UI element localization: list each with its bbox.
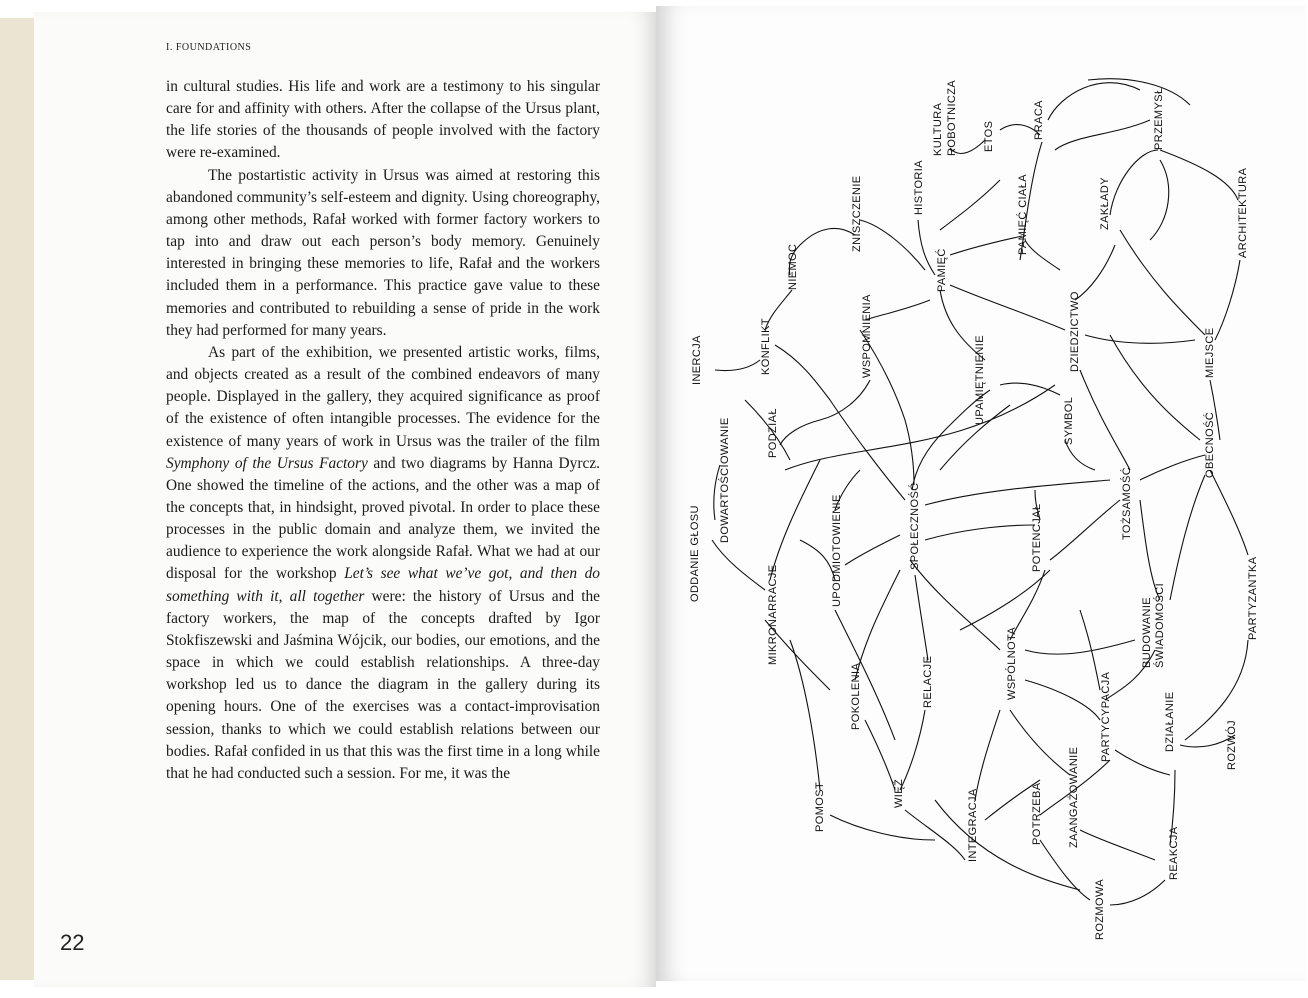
node-upodmiotowienie: UPODMIOTOWIENIE <box>831 494 843 607</box>
edge <box>1055 120 1150 150</box>
node-niemoc: NIEMOC <box>787 243 799 290</box>
edge <box>1120 230 1205 335</box>
paragraph-2: The postartistic activity in Ursus was aimed at restoring this abandoned community’s self-esteem and dignity. Using choreography, among other methods, Rafał worked with former factory workers to tap into and draw out each person’s body memory. Genuinely interested in bringing these memories to life, Rafał and the workers included them in a performance. This practice gave value to these memories and contributed to rebuilding a sense of pride in the work they had performed for many years. <box>166 166 600 339</box>
edge <box>1080 830 1155 860</box>
node-budowanie-line2: ŚWIADOMOŚCI <box>1154 582 1166 668</box>
node-oddanie-glosu: ODDANIE GŁOSU <box>689 505 701 602</box>
node-przemysl: PRZEMYSŁ <box>1153 87 1165 150</box>
node-obecnosc: OBECNOŚĆ <box>1204 411 1216 478</box>
edge <box>1050 500 1120 560</box>
edge <box>845 535 900 565</box>
node-relacje: RELACJE <box>922 655 934 708</box>
edge <box>1110 150 1158 215</box>
node-wspomnienia: WSPOMNIENIA <box>861 294 873 378</box>
node-symbol: SYMBOL <box>1063 396 1075 445</box>
node-zaangazowanie: ZAANGAŻOWANIE <box>1068 746 1080 848</box>
edge <box>1000 383 1060 395</box>
paragraph-3-part-a: As part of the exhibition, we presented artistic works, films, and objects created as a result of the combined endeavors of many people. Displayed in the gallery, they acquired significance as proof of the existence of often intangible processes. The evidence for the existence of many years of work in Ursus was the trailer of the film <box>166 343 600 450</box>
node-pamiec: PAMIĘĆ <box>936 248 948 292</box>
edge <box>915 575 928 660</box>
node-integracja: INTEGRACJA <box>967 788 979 862</box>
edge <box>1140 455 1205 480</box>
node-potrzeba: POTRZEBA <box>1031 782 1043 845</box>
node-wspolnota: WSPÓLNOTA <box>1006 626 1018 700</box>
node-rozmowa: ROZMOWA <box>1094 878 1106 940</box>
edge <box>1010 710 1070 775</box>
edge <box>900 710 925 790</box>
node-historia: HISTORIA <box>913 160 925 215</box>
edge <box>785 385 1055 470</box>
node-podzial: PODZIAŁ <box>767 408 779 458</box>
edge <box>1160 150 1238 200</box>
workshop-title: Let’s see what we’ve got, and then do something with it, all together <box>166 565 601 605</box>
film-title: Symphony of the Ursus Factory <box>166 454 368 472</box>
edge <box>975 710 1000 800</box>
node-pomost: POMOST <box>814 781 826 832</box>
edge <box>1025 680 1100 720</box>
edge <box>1170 475 1205 600</box>
node-potencjal: POTENCJAŁ <box>1031 503 1043 572</box>
node-partyzantka: PARTYZANTKA <box>1247 556 1259 640</box>
edge <box>789 228 855 275</box>
node-dzialanie: DZIAŁANIE <box>1164 691 1176 752</box>
edge <box>865 300 930 320</box>
edge <box>830 815 935 840</box>
edge <box>1075 245 1115 300</box>
edge <box>1185 640 1248 740</box>
concept-map-diagram <box>656 6 1306 981</box>
edge <box>865 720 895 790</box>
edge <box>925 525 1035 540</box>
page-number: 22 <box>60 930 85 955</box>
body-text <box>166 76 600 785</box>
edge <box>800 540 835 580</box>
node-kultura-robotnicza-line1: KULTURA <box>932 102 944 156</box>
node-zniszczenie: ZNISZCZENIE <box>851 175 863 252</box>
edge <box>1025 640 1135 654</box>
paragraph-3-part-b: and two diagrams by Hanna Dyrcz. One showed the timeline of the actions, and the other was a map of the concepts that, in hindsight, proved pivotal. In order to place these processes in the public domain and analyze them, we invited the audience to experience the work alongside Rafał. What we had at our disposal for the workshop <box>166 454 600 583</box>
paragraph-3-part-c: were: the history of Ursus and the factory workers, the map of the concepts drafted by Igor Stokfiszewski and Jaśmina Wójcik, our bodies, our emotions, and the space in which we could establish relationships. A three-day workshop led us to dance the diagram in the gallery during its opening hours. One of the exercises was a contact-improvisation session, thanks to which we could establish relations between our bodies. Rafał confided in us that this was the first time in a long while that he had conducted such a session. For me, it was the <box>166 587 600 782</box>
edge <box>960 570 1050 630</box>
node-dowartosciowanie: DOWARTOŚCIOWANIE <box>719 417 731 543</box>
node-zaklady: ZAKŁADY <box>1099 177 1111 230</box>
node-mikronarracje: MIKRONARRACJE <box>767 564 779 665</box>
edge <box>1080 370 1130 470</box>
node-architektura: ARCHITEKTURA <box>1237 167 1249 258</box>
node-reakcja: REAKCJA <box>1168 826 1180 880</box>
edge <box>1048 83 1140 120</box>
node-kultura-robotnicza-line2: ROBOTNICZA <box>946 79 958 156</box>
node-inercja: INERCJA <box>691 335 703 385</box>
edge <box>1085 335 1195 343</box>
edge <box>1215 260 1240 340</box>
node-pamiec-ciala: PAMIĘĆ CIAŁA <box>1017 173 1029 255</box>
edge <box>790 640 820 790</box>
edge <box>905 810 965 860</box>
edge <box>1115 750 1170 775</box>
diagram-connections <box>712 79 1248 905</box>
edge <box>918 220 935 275</box>
edge <box>780 380 870 445</box>
node-tozsamosc: TOŻSAMOŚĆ <box>1121 466 1133 540</box>
edge <box>715 360 760 371</box>
edge <box>950 285 1065 330</box>
node-partycypacja: PARTYCYPACJA <box>1100 671 1112 762</box>
edge <box>1210 470 1248 555</box>
edge <box>712 540 765 590</box>
edge <box>770 460 820 580</box>
node-budowanie-line1: BUDOWANIE <box>1141 596 1153 668</box>
paragraph-1: in cultural studies. His life and work are a testimony to his singular care for and affinity with others. After the collapse of the Ursus plant, the life stories of the thousands of people involved with the factory were re-examined. <box>166 78 600 162</box>
node-praca: PRACA <box>1033 100 1045 140</box>
edge <box>1040 840 1090 900</box>
running-head: I. FOUNDATIONS <box>166 42 252 53</box>
node-spolecznosc: SPOŁECZNOŚĆ <box>909 482 921 570</box>
edge <box>860 220 925 270</box>
edge <box>775 345 905 500</box>
edge <box>1110 335 1200 440</box>
edge <box>910 560 1000 650</box>
edge <box>925 480 1110 505</box>
edge <box>1150 160 1169 240</box>
edge <box>1110 880 1165 905</box>
edge <box>1025 240 1060 270</box>
node-dziedzictwo: DZIEDZICTWO <box>1069 291 1081 372</box>
node-rozwoj: ROZWÓJ <box>1226 719 1238 770</box>
edge <box>950 236 1022 255</box>
node-etos: ETOS <box>983 120 995 152</box>
node-pokolenia: POKOLENIA <box>850 662 862 730</box>
node-upamietnienie: UPAMIĘTNIENIE <box>974 335 986 425</box>
node-konflikt: KONFLIKT <box>760 318 772 375</box>
paragraph-3 <box>166 342 600 785</box>
edge <box>935 800 1080 890</box>
edge <box>940 180 1000 230</box>
node-wiez: WIĘŹ <box>893 778 905 808</box>
node-miejsce: MIEJSCE <box>1204 327 1216 378</box>
